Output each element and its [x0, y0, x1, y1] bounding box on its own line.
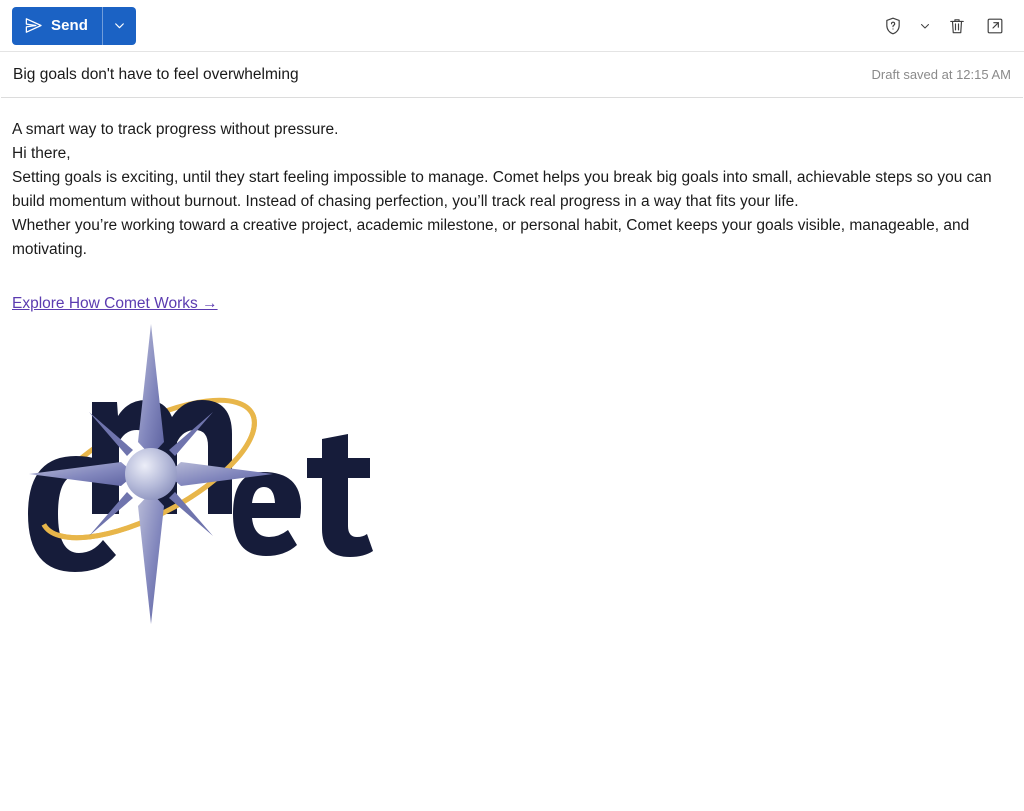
chevron-down-icon: [113, 19, 126, 32]
pop-out-button[interactable]: [978, 9, 1012, 43]
send-button[interactable]: [12, 7, 102, 45]
preheader-text: A smart way to track progress without pressure.: [12, 121, 339, 138]
paper-plane-icon: [24, 16, 43, 35]
comet-logo-graphic: [18, 324, 488, 624]
send-options-caret[interactable]: [102, 7, 136, 45]
discard-draft-button[interactable]: [940, 9, 974, 43]
subject-input[interactable]: Big goals don't have to feel overwhelming: [13, 65, 299, 83]
help-options-caret[interactable]: [914, 9, 936, 43]
explore-comet-link[interactable]: Explore How Comet Works →: [12, 295, 218, 313]
message-body[interactable]: [0, 98, 1024, 624]
shield-question-icon: [883, 16, 903, 36]
draft-saved-status: Draft saved at 12:15 AM: [871, 67, 1011, 82]
greeting-text: Hi there,: [12, 145, 71, 163]
send-button-label: Send: [51, 17, 89, 34]
trash-icon: [947, 16, 967, 36]
help-button[interactable]: [876, 9, 910, 43]
comet-logo: [18, 324, 488, 624]
compose-toolbar: [0, 0, 1024, 52]
open-in-new-window-icon: [985, 16, 1005, 36]
send-split-button[interactable]: [12, 7, 136, 45]
body-paragraph-2: Whether you’re working toward a creative project, academic milestone, or personal habit, Comet keeps your goals visible, manageable, and motivating.: [12, 217, 970, 259]
cta-wrapper: [12, 292, 1012, 316]
toolbar-right-actions: [876, 9, 1012, 43]
body-paragraph-1: Setting goals is exciting, until they start feeling impossible to manage. Comet helps you break big goals into small, achievable steps so you can build momentum without burnout. Instead of chasing perfection, you’ll track real progress in a way that fits your life.: [12, 169, 992, 211]
chevron-down-icon: [919, 20, 931, 32]
subject-row[interactable]: [1, 52, 1023, 98]
